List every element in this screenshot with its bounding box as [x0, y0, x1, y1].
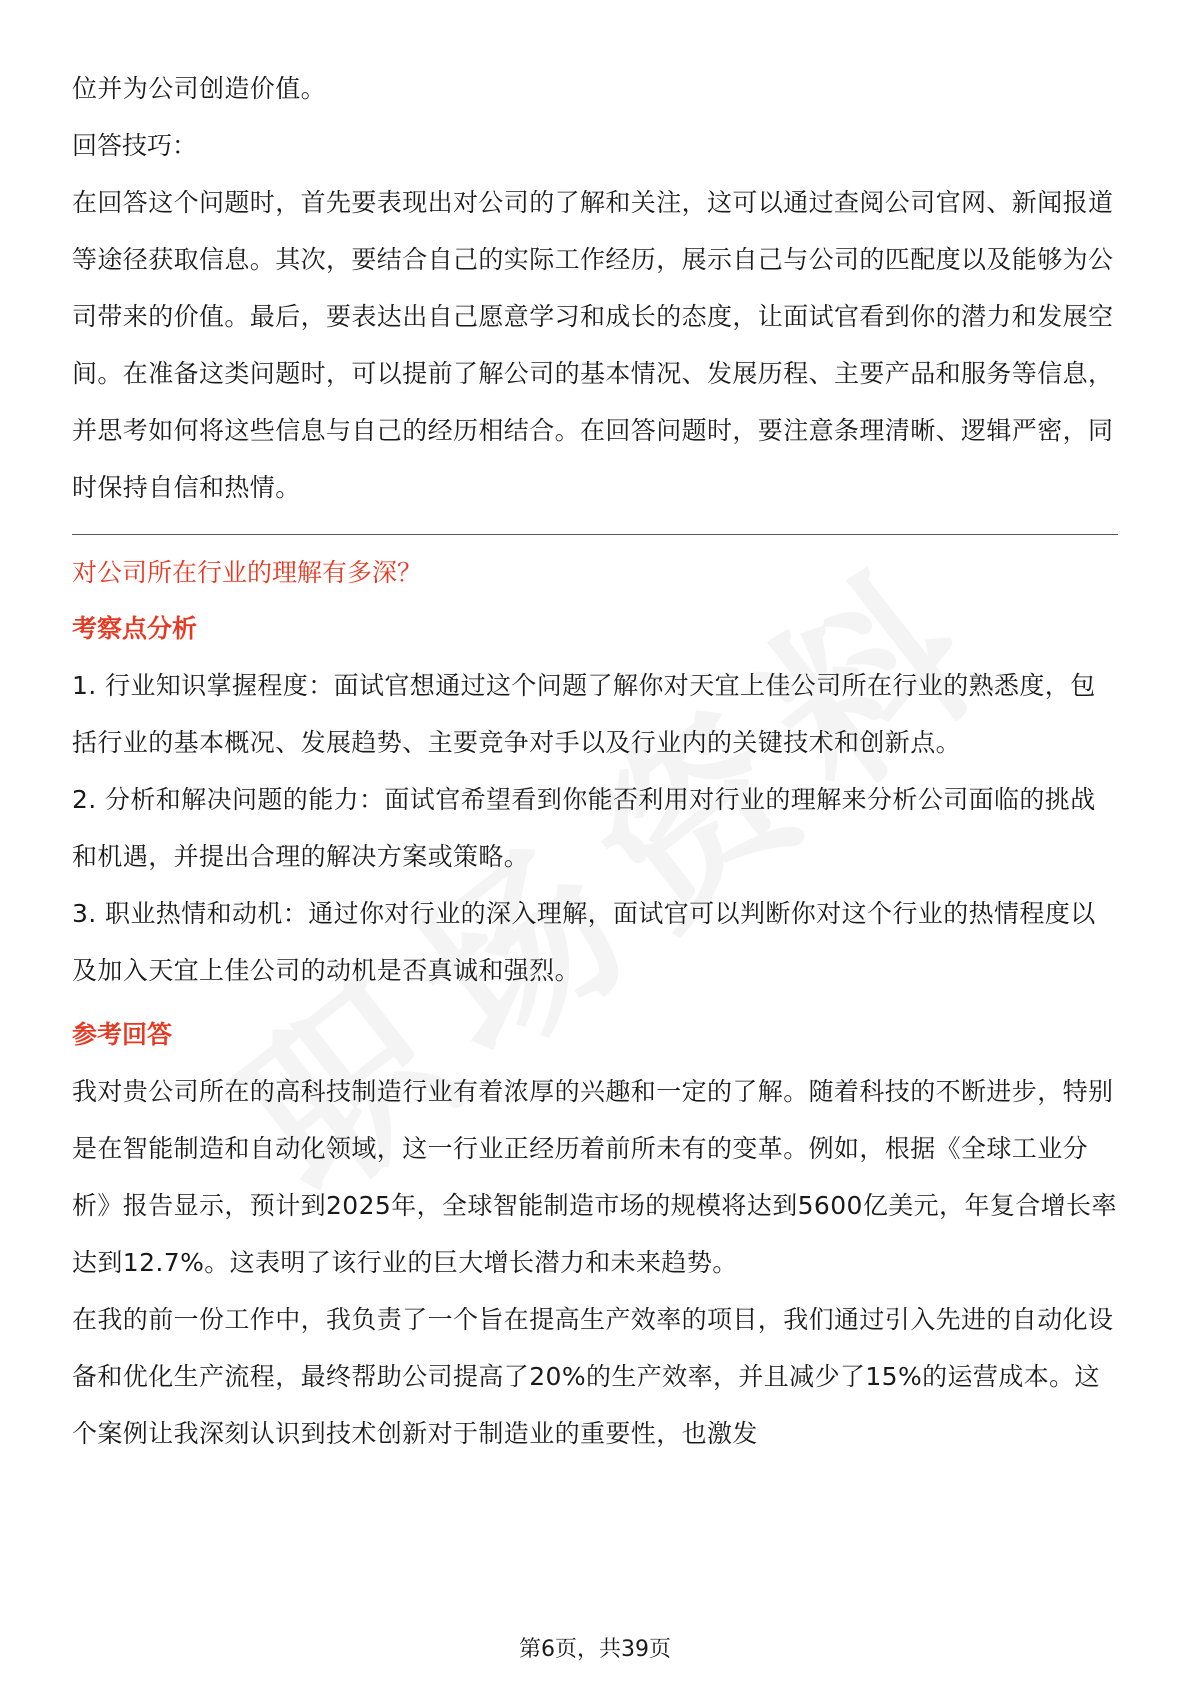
analysis-point: 2. 分析和解决问题的能力：面试官希望看到你能否利用对行业的理解来分析公司面临的挑战和机遇，并提出合理的解决方案或策略。 [72, 785, 1096, 871]
question-title: 对公司所在行业的理解有多深？ [72, 558, 423, 587]
analysis-heading: 考察点分析 [72, 614, 198, 643]
analysis-point: 3. 职业热情和动机：通过你对行业的深入理解，面试官可以判断你对这个行业的热情程度以及加入天宜上佳公司的动机是否真诚和强烈。 [72, 899, 1096, 985]
tip-label: 回答技巧： [72, 131, 198, 160]
section-divider [72, 534, 1118, 535]
answer-heading: 参考回答 [72, 1020, 173, 1049]
page-content [72, 60, 1118, 1462]
continuation-text: 位并为公司创造价值。 [72, 74, 327, 103]
tip-paragraph: 在回答这个问题时，首先要表现出对公司的了解和关注，这可以通过查阅公司官网、新闻报道等途径获取信息。其次，要结合自己的实际工作经历，展示自己与公司的匹配度以及能够为公司带来的价值。最后，要表达出自己愿意学习和成长的态度，让面试官看到你的潜力和发展空间。在准备这类问题时，可以提前了解公司的基本情况、发展历程、主要产品和服务等信息，并思考如何将这些信息与自己的经历相结合。在回答问题时，要注意条理清晰、逻辑严密，同时保持自信和热情。 [72, 188, 1114, 502]
spacer [72, 999, 1118, 1007]
answer-paragraph: 我对贵公司所在的高科技制造行业有着浓厚的兴趣和一定的了解。随着科技的不断进步，特别是在智能制造和自动化领域，这一行业正经历着前所未有的变革。例如，根据《全球工业分析》报告显示，预计到2025年，全球智能制造市场的规模将达到5600亿美元，年复合增长率达到12.7%。这表明了该行业的巨大增长潜力和未来趋势。 [72, 1077, 1117, 1277]
analysis-point: 1. 行业知识掌握程度：面试官想通过这个问题了解你对天宜上佳公司所在行业的熟悉度，包括行业的基本概况、发展趋势、主要竞争对手以及行业内的关键技术和创新点。 [72, 671, 1096, 757]
page-number: 第6页，共39页 [519, 1637, 671, 1662]
answer-paragraph: 在我的前一份工作中，我负责了一个旨在提高生产效率的项目，我们通过引入先进的自动化设备和优化生产流程，最终帮助公司提高了20%的生产效率，并且减少了15%的运营成本。这个案例让我深刻认识到技术创新对于制造业的重要性，也激发 [72, 1305, 1114, 1448]
